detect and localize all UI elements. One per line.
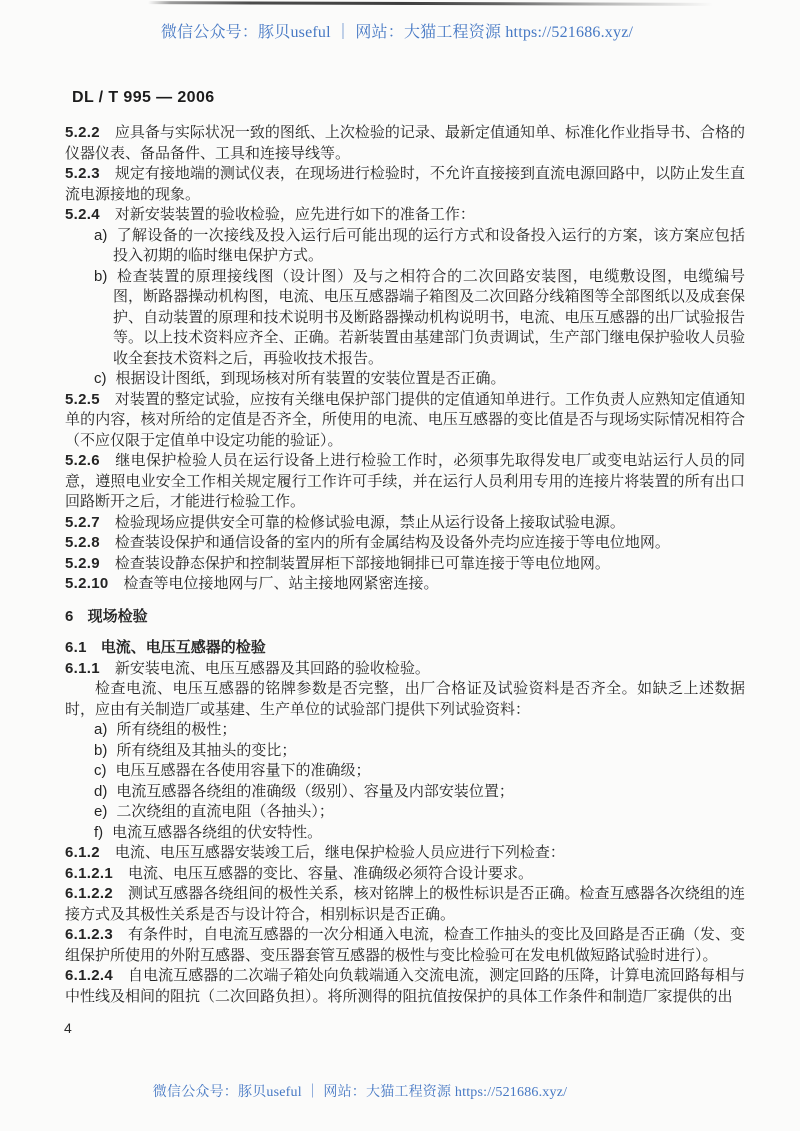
clause-6-1-2 [65, 843, 745, 864]
watermark-top: 微信公众号：豚贝useful ｜ 网站：大猫工程资源 https://521686.xyz/ [160, 24, 634, 41]
clause-5-2-3 [65, 164, 745, 205]
section-heading-6 [65, 607, 745, 628]
clause-text: 检查装设保护和通信设备的室内的所有金属结构及设备外壳均应连接于等电位地网。 [114, 534, 670, 551]
list-marker: c) [94, 762, 107, 779]
clause-number: 5.2.10 [65, 575, 109, 592]
clause-6-1-2-3 [65, 925, 745, 966]
list-item-c [65, 369, 745, 390]
paragraph: 检查电流、电压互感器的铭牌参数是否完整，出厂合格证及试验资料是否齐全。如缺乏上述数据时，应由有关制造厂或基建、生产单位的试验部门提供下列试验资料： [65, 680, 745, 718]
list-item-text: 电流互感器各绕组的准确级（级别）、容量及内部安装位置； [116, 782, 514, 800]
list-item-text: 根据设计图纸，到现场核对所有装置的安装位置是否正确。 [115, 370, 506, 387]
clause-number: 5.2.5 [65, 390, 100, 408]
doc-number: DL / T 995 — 2006 [72, 89, 215, 106]
list-item-c [65, 761, 745, 782]
list-marker: c) [94, 370, 107, 387]
list-item-text: 电流互感器各绕组的伏安特性。 [112, 823, 323, 841]
list-item-text: 所有绕组及其抽头的变比； [116, 741, 297, 759]
clause-5-2-6 [65, 451, 745, 513]
list-marker: a) [94, 721, 108, 738]
clause-5-2-8 [65, 533, 745, 554]
clause-number: 6.1.2.4 [65, 967, 113, 984]
list-marker: b) [94, 741, 108, 759]
clause-number: 6.1.2 [65, 844, 100, 861]
clause-text: 对装置的整定试验，应按有关继电保护部门提供的定值通知单进行。工作负责人应熟知定值通知单的内容，核对所给的定值是否齐全，所使用的电流、电压互感器的变比值是否与现场实际情况相符合（不应仅限于定值单中设定功能的验证）。 [65, 390, 745, 449]
clause-text: 电流、电压互感器安装竣工后，继电保护检验人员应进行下列检查： [114, 844, 565, 861]
clause-text: 规定有接地端的测试仪表，在现场进行检验时，不允许直接接到直流电源回路中，以防止发生直流电源接地的现象。 [65, 165, 745, 203]
clause-text: 检查等电位接地网与厂、站主接地网紧密连接。 [123, 575, 439, 592]
list-item-text: 检查装置的原理接线图（设计图）及与之相符合的二次回路安装图，电缆敷设图，电缆编号图，断路器操动机构图，电流、电压互感器端子箱图及二次回路分线箱图等全部图纸以及成套保护、自动装置的原理和技术说明书及断路器操动机构说明书，电流、电压互感器的出厂试验报告等。以上技术资料应齐全、正确。若新装置由基建部门负责调试，生产部门继电保护验收人员验收全套技术资料之后，再验收技术报告。 [113, 267, 745, 367]
clause-text: 自电流互感器的二次端子箱处向负载端通入交流电流，测定回路的压降，计算电流回路每相与中性线及相间的阻抗（二次回路负担）。将所测得的阻抗值按保护的具体工作条件和制造厂家提供的出 [65, 967, 745, 1005]
list-marker: b) [94, 267, 108, 285]
clause-number: 5.2.9 [65, 554, 100, 572]
clause-6-1-2-4 [65, 966, 745, 1007]
scan-artifact-line [148, 1, 713, 6]
clause-number: 6.1.2.1 [65, 864, 113, 882]
clause-number: 5.2.8 [65, 534, 100, 551]
clause-number: 5.2.2 [65, 124, 100, 141]
watermark-bottom: 微信公众号：豚贝useful ｜ 网站：大猫工程资源 https://521686.xyz/ [152, 1085, 568, 1100]
list-item-f [65, 823, 745, 844]
clause-5-2-7 [65, 513, 745, 534]
clause-5-2-10 [65, 574, 745, 595]
list-item-d [65, 782, 745, 803]
clause-text: 有条件时，自电流互感器的一次分相通入电流，检查工作抽头的变比及回路是否正确（发、变组保护所使用的外附互感器、变压器套管互感器的极性与变比检验可在发电机做短路试验时进行）。 [65, 926, 745, 964]
clause-6-1-2-1 [65, 864, 745, 885]
clause-number: 6.1.2.2 [65, 885, 113, 902]
document-body [65, 123, 745, 1007]
clause-6-1-1 [65, 659, 745, 680]
list-item-text: 二次绕组的直流电阻（各抽头）； [116, 803, 334, 820]
list-item-b [65, 741, 745, 762]
list-marker: e) [94, 803, 108, 820]
list-marker: a) [94, 226, 108, 244]
list-marker: f) [94, 823, 104, 841]
clause-number: 6.1.1 [65, 659, 100, 677]
list-item-text: 电压互感器在各使用容量下的准确级； [115, 762, 371, 779]
clause-number: 5.2.7 [65, 513, 100, 531]
list-item-a [65, 226, 745, 267]
list-item-text: 所有绕组的极性； [116, 721, 237, 738]
clause-text: 检验现场应提供安全可靠的检修试验电源，禁止从运行设备上接取试验电源。 [114, 513, 625, 531]
clause-text: 继电保护检验人员在运行设备上进行检验工作时，必须事先取得发电厂或变电站运行人员的同意，遵照电业安全工作相关规定履行工作许可手续，并在运行人员利用专用的连接片将装置的所有出口回路断开之后，才能进行检验工作。 [65, 452, 745, 510]
heading-text: 现场检验 [87, 607, 148, 625]
clause-text: 测试互感器各绕组间的极性关系，核对铭牌上的极性标识是否正确。检查互感器各次绕组的连接方式及其极性关系是否与设计符合，相别标识是否正确。 [65, 885, 745, 923]
list-item-a [65, 720, 745, 741]
clause-text: 检查装设静态保护和控制装置屏柜下部接地铜排已可靠连接于等电位地网。 [114, 554, 610, 572]
clause-text: 新安装电流、电压互感器及其回路的验收检验。 [114, 659, 430, 677]
clause-number: 6.1.2.3 [65, 926, 113, 943]
clause-text: 电流、电压互感器的变比、容量、准确级必须符合设计要求。 [127, 864, 533, 882]
clause-6-1-2-2 [65, 884, 745, 925]
clause-5-2-9 [65, 554, 745, 575]
list-item-e [65, 802, 745, 823]
clause-5-2-4 [65, 205, 745, 226]
clause-number: 5.2.6 [65, 452, 100, 469]
clause-text: 对新安装装置的验收检验，应先进行如下的准备工作： [114, 206, 475, 223]
heading-number: 6.1 [65, 639, 87, 656]
list-item-text: 了解设备的一次接线及投入运行后可能出现的运行方式和设备投入运行的方案，该方案应包括投入初期的临时继电保护方式。 [113, 226, 745, 264]
list-marker: d) [94, 782, 108, 800]
section-heading-6-1 [65, 638, 745, 659]
clause-text: 应具备与实际状况一致的图纸、上次检验的记录、最新定值通知单、标准化作业指导书、合格的仪器仪表、备品备件、工具和连接导线等。 [65, 124, 745, 162]
clause-number: 5.2.4 [65, 206, 100, 223]
clause-5-2-2 [65, 123, 745, 164]
clause-5-2-5 [65, 390, 745, 452]
heading-text: 电流、电压互感器的检验 [100, 639, 266, 656]
page-number: 4 [64, 1020, 72, 1036]
clause-number: 5.2.3 [65, 165, 100, 182]
list-item-b [65, 267, 745, 370]
heading-number: 6 [65, 607, 74, 625]
